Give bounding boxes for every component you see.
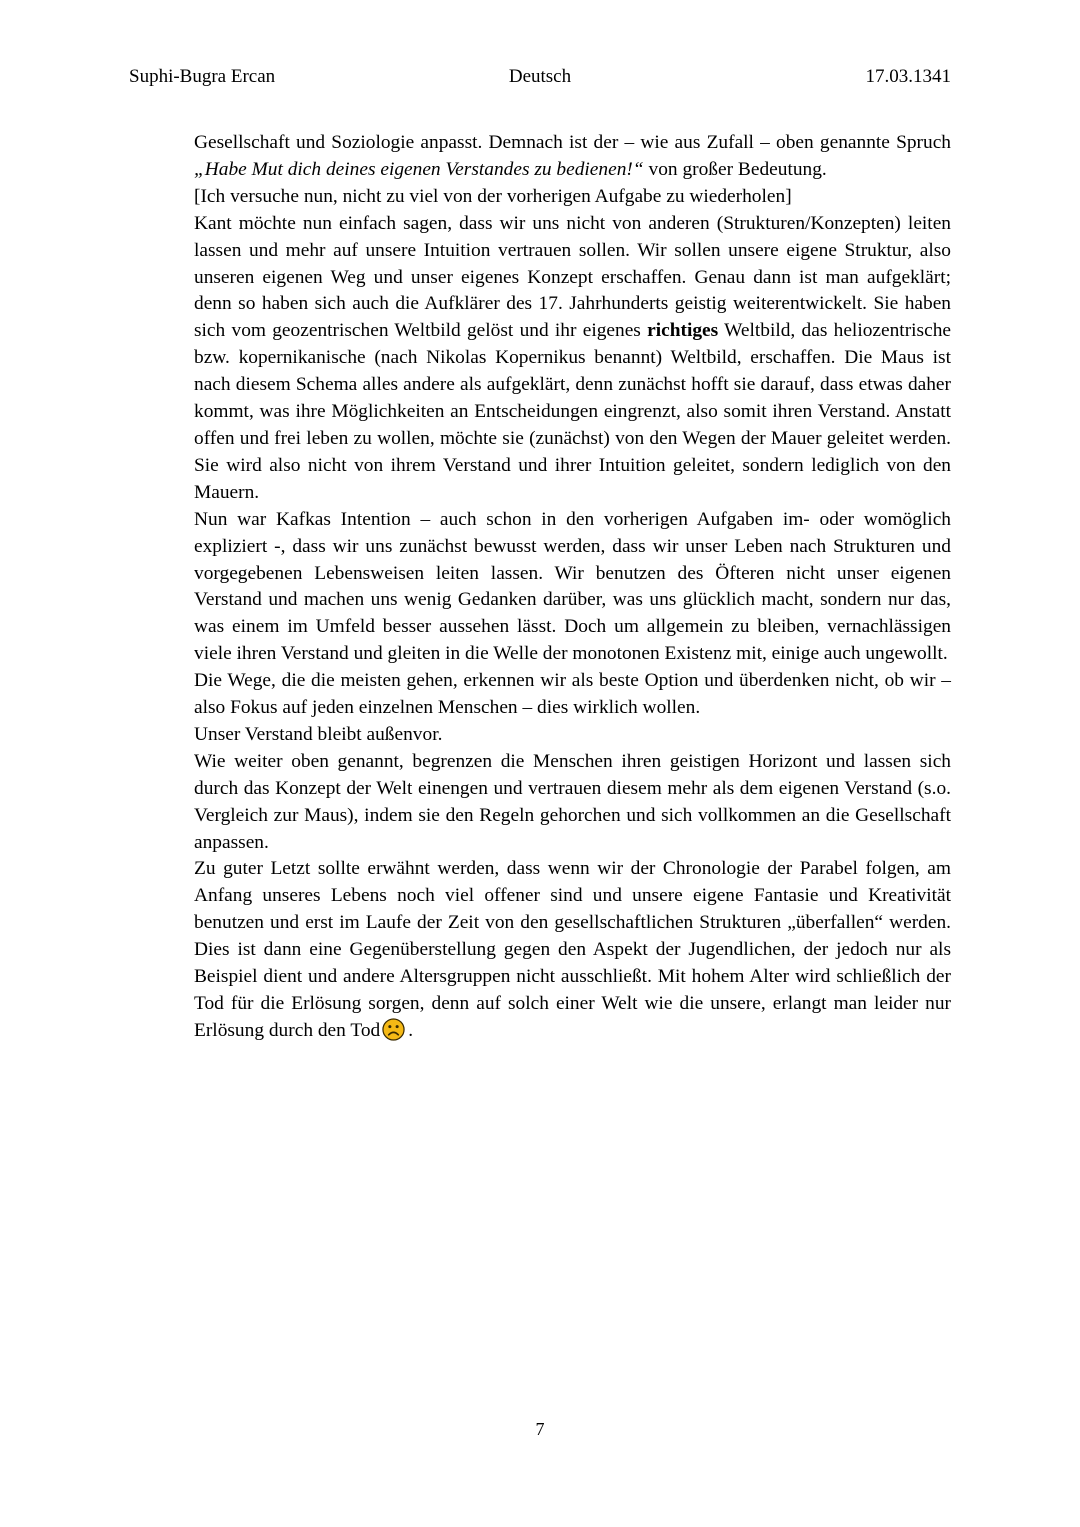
paragraph-3-text-b: Weltbild, das heliozentrische bzw. kopernikanische (nach Nikolas Kopernikus benannt) Weltbild, erschaffen. Die Maus ist nach diesem Schema alles andere als aufgeklärt, denn zunächst hofft sie darauf, dass etwas daher kommt, was ihre Möglichkeiten an Entscheidungen eingrenzt, also somit ihren Verstand. Anstatt offen und frei leben zu wollen, möchte sie (zunächst) von den Wegen der Mauer geleitet werden. Sie wird also nicht von ihrem Verstand und ihrer Intuition geleitet, sondern lediglich von den Mauern. <box>194 320 951 503</box>
header-subject: Deutsch <box>508 66 572 87</box>
paragraph-4: Nun war Kafkas Intention – auch schon in den vorherigen Aufgaben im- oder womöglich expliziert -, dass wir uns zunächst bewusst werden, dass wir unser Leben nach Strukturen und vorgegebenen Lebensweisen leiten lassen. Wir benutzen des Öfteren nicht unser eigenen Verstand und machen uns wenig Gedanken darüber, was uns glücklich macht, sondern nur das, was einem im Umfeld besser aussehen lässt. Doch um allgemein zu bleiben, vernachlässigen viele ihren Verstand und gleiten in die Welle der monotonen Existenz mit, einige auch ungewollt. <box>194 508 951 665</box>
paragraph-1-text-b: von großer Bedeutung. <box>643 158 827 180</box>
paragraph-7: Wie weiter oben genannt, begrenzen die Menschen ihren geistigen Horizont und lassen sich durch das Konzept der Welt einengen und vertrauen diesem mehr als dem eigenen Verstand (s.o. Vergleich zur Maus), indem sie den Regeln gehorchen und sich vollkommen an die Gesellschaft anpassen. <box>194 750 951 853</box>
paragraph-2-note: [Ich versuche nun, nicht zu viel von der vorherigen Aufgabe zu wiederholen] <box>194 185 792 207</box>
paragraph-8-text-b: . <box>408 1019 414 1041</box>
header-author: Suphi-Bugra Ercan <box>129 66 276 87</box>
paragraph-3 <box>194 211 951 507</box>
paragraph-8 <box>194 856 951 1049</box>
paragraph-6: Unser Verstand bleibt außenvor. <box>194 723 443 745</box>
emphasis-richtiges: richtiges <box>647 320 719 342</box>
page-number: 7 <box>535 1419 545 1439</box>
kant-quote: „Habe Mut dich deines eigenen Verstandes zu bedienen!“ <box>194 158 644 180</box>
header-date: 17.03.1341 <box>865 66 951 87</box>
paragraph-5: Die Wege, die die meisten gehen, erkennen wir als beste Option und überdenken nicht, ob wir – also Fokus auf jeden einzelnen Menschen – dies wirklich wollen. <box>194 670 951 719</box>
page-header <box>129 64 951 90</box>
sad-face-icon <box>382 1018 405 1050</box>
paragraph-1 <box>194 130 951 184</box>
document-body <box>194 130 951 1050</box>
paragraph-1-text-a: Gesellschaft und Soziologie anpasst. Demnach ist der – wie aus Zufall – oben genannte Spruch <box>194 132 951 153</box>
paragraph-8-text-a: Zu guter Letzt sollte erwähnt werden, dass wenn wir der Chronologie der Parabel folgen, am Anfang unseres Lebens noch viel offener sind und unsere eigene Fantasie und Kreativität benutzen und erst im Laufe der Zeit von den gesellschaftlichen Strukturen „überfallen“ werden. Dies ist dann eine Gegenüberstellung gegen den Aspekt der Jugendlichen, der jedoch nur als Beispiel dient und andere Altersgruppen nicht ausschließt. Mit hohem Alter wird schließlich der Tod für die Erlösung sorgen, denn auf solch einer Welt wie die unsere, erlangt man leider nur Erlösung durch den Tod <box>194 858 951 1041</box>
paragraph-3-text-a: Kant möchte nun einfach sagen, dass wir uns nicht von anderen (Strukturen/Konzepten) leiten lassen und mehr auf unsere Intuition vertrauen sollen. Wir sollen unsere eigene Struktur, also unseren eigenen Weg und unser eigenes Konzept erschaffen. Genau dann ist man aufgeklärt; denn so haben sich auch die Aufklärer des 17. Jahrhunderts geistig weiterentwickelt. Sie haben sich vom geozentrischen Weltbild gelöst und ihr eigenes <box>194 212 951 342</box>
